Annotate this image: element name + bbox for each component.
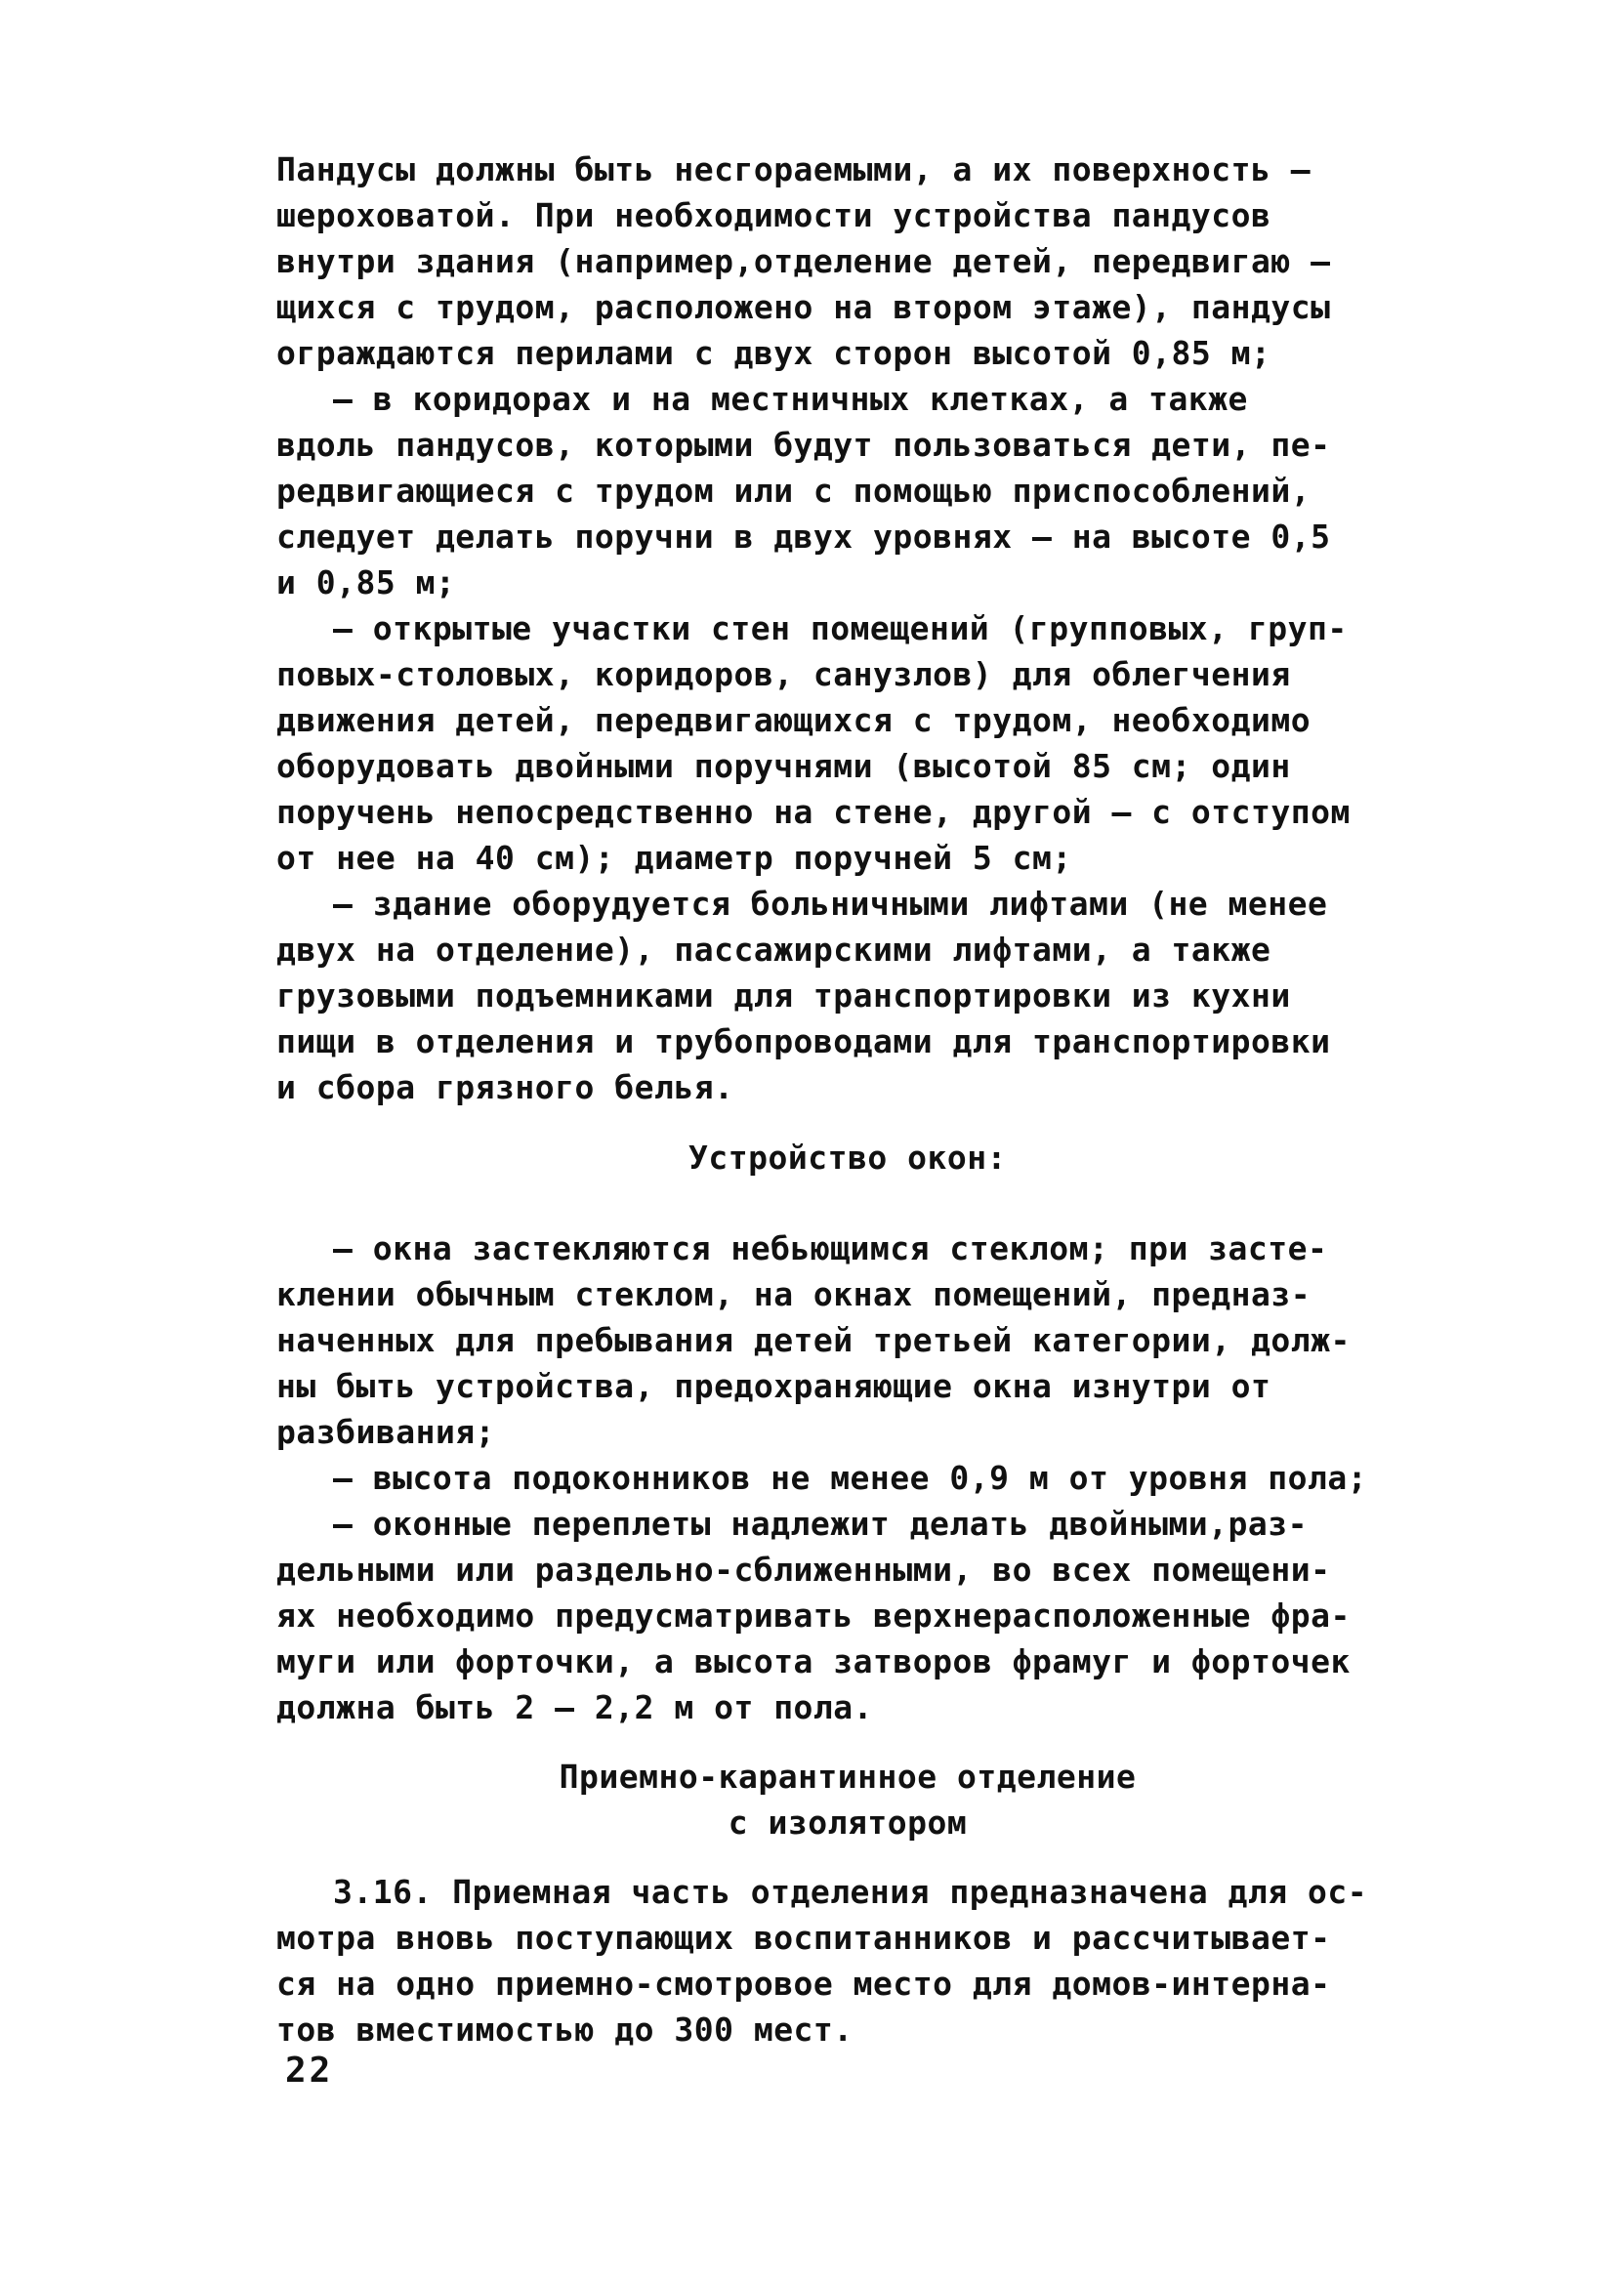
heading-text: Устройство окон: bbox=[688, 1139, 1007, 1177]
text-line: должна быть 2 – 2,2 м от пола. bbox=[276, 1688, 874, 1726]
paragraph-glazing bbox=[276, 1225, 1419, 1455]
text-line: пищи в отделения и трубопроводами для транспортировки bbox=[276, 1022, 1331, 1060]
paragraph-wall-handrails bbox=[276, 605, 1419, 881]
text-line: тов вместимостью до 300 мест. bbox=[276, 2011, 854, 2049]
text-line: двух на отделение), пассажирскими лифтами, а также bbox=[276, 931, 1271, 969]
text-line: наченных для пребывания детей третьей категории, долж- bbox=[276, 1321, 1351, 1359]
text-line: вдоль пандусов, которыми будут пользоваться дети, пе- bbox=[276, 426, 1331, 464]
text-line: мотра вновь поступающих воспитанников и рассчитывает- bbox=[276, 1919, 1331, 1957]
paragraph-window-frames bbox=[276, 1501, 1419, 1730]
text-line: муги или форточки, а высота затворов фрамуг и форточек bbox=[276, 1642, 1351, 1680]
text-line: – оконные переплеты надлежит делать двойными,раз- bbox=[333, 1505, 1309, 1543]
paragraph-elevators bbox=[276, 881, 1419, 1110]
text-line: – здание оборудуется больничными лифтами (не менее bbox=[333, 885, 1328, 923]
text-line: внутри здания (например,отделение детей, передвигаю – bbox=[276, 242, 1331, 280]
text-line: оборудовать двойными поручнями (высотой 85 см; один bbox=[276, 747, 1291, 785]
heading-text: Приемно-карантинное отделение bbox=[559, 1758, 1137, 1796]
text-line: разбивания; bbox=[276, 1413, 496, 1451]
text-column bbox=[276, 146, 1419, 2052]
text-line: – в коридорах и на местничных клетках, а также bbox=[333, 380, 1248, 418]
heading-text: с изолятором bbox=[728, 1803, 968, 1842]
text-line: щихся с трудом, расположено на втором этаже), пандусы bbox=[276, 288, 1331, 326]
text-line: повых-столовых, коридоров, санузлов) для облегчения bbox=[276, 655, 1291, 693]
text-line: – открытые участки стен помещений (групповых, груп- bbox=[333, 609, 1348, 647]
text-line: ся на одно приемно-смотровое место для домов-интерна- bbox=[276, 1965, 1331, 2003]
paragraph-sill-height bbox=[276, 1455, 1419, 1501]
paragraph-ramps bbox=[276, 146, 1419, 376]
text-line: ях необходимо предусматривать верхнерасположенные фра- bbox=[276, 1596, 1351, 1635]
text-line: – окна застекляются небьющимся стеклом; при засте- bbox=[333, 1229, 1328, 1267]
text-line: – высота подоконников не менее 0,9 м от уровня пола; bbox=[333, 1459, 1368, 1497]
text-line: поручень непосредственно на стене, другой – с отступом bbox=[276, 793, 1351, 831]
text-line: и сбора грязного белья. bbox=[276, 1068, 734, 1106]
text-line: шероховатой. При необходимости устройства пандусов bbox=[276, 196, 1271, 234]
heading-quarantine bbox=[276, 1754, 1419, 1845]
heading-windows bbox=[276, 1135, 1419, 1181]
text-line: ограждаются перилами с двух сторон высотой 0,85 м; bbox=[276, 334, 1271, 372]
text-line: движения детей, передвигающихся с трудом, необходимо bbox=[276, 701, 1312, 739]
text-line: редвигающиеся с трудом или с помощью приспособлений, bbox=[276, 472, 1312, 510]
text-line: от нее на 40 см); диаметр поручней 5 см; bbox=[276, 839, 1072, 877]
text-line: ны быть устройства, предохраняющие окна изнутри от bbox=[276, 1367, 1271, 1405]
text-line: Пандусы должны быть несгораемыми, а их поверхность – bbox=[276, 150, 1312, 188]
paragraph-3-16 bbox=[276, 1869, 1419, 2052]
text-line: грузовыми подъемниками для транспортировки из кухни bbox=[276, 976, 1291, 1015]
text-line: и 0,85 м; bbox=[276, 563, 456, 601]
text-line: дельными или раздельно-сближенными, во всех помещени- bbox=[276, 1551, 1331, 1589]
paragraph-handrails-corridors bbox=[276, 376, 1419, 605]
text-line: 3.16. Приемная часть отделения предназначена для ос- bbox=[333, 1873, 1368, 1911]
text-line: следует делать поручни в двух уровнях – на высоте 0,5 bbox=[276, 518, 1331, 556]
text-line: клении обычным стеклом, на окнах помещений, предназ- bbox=[276, 1275, 1312, 1313]
page-number: 22 bbox=[285, 2051, 334, 2091]
